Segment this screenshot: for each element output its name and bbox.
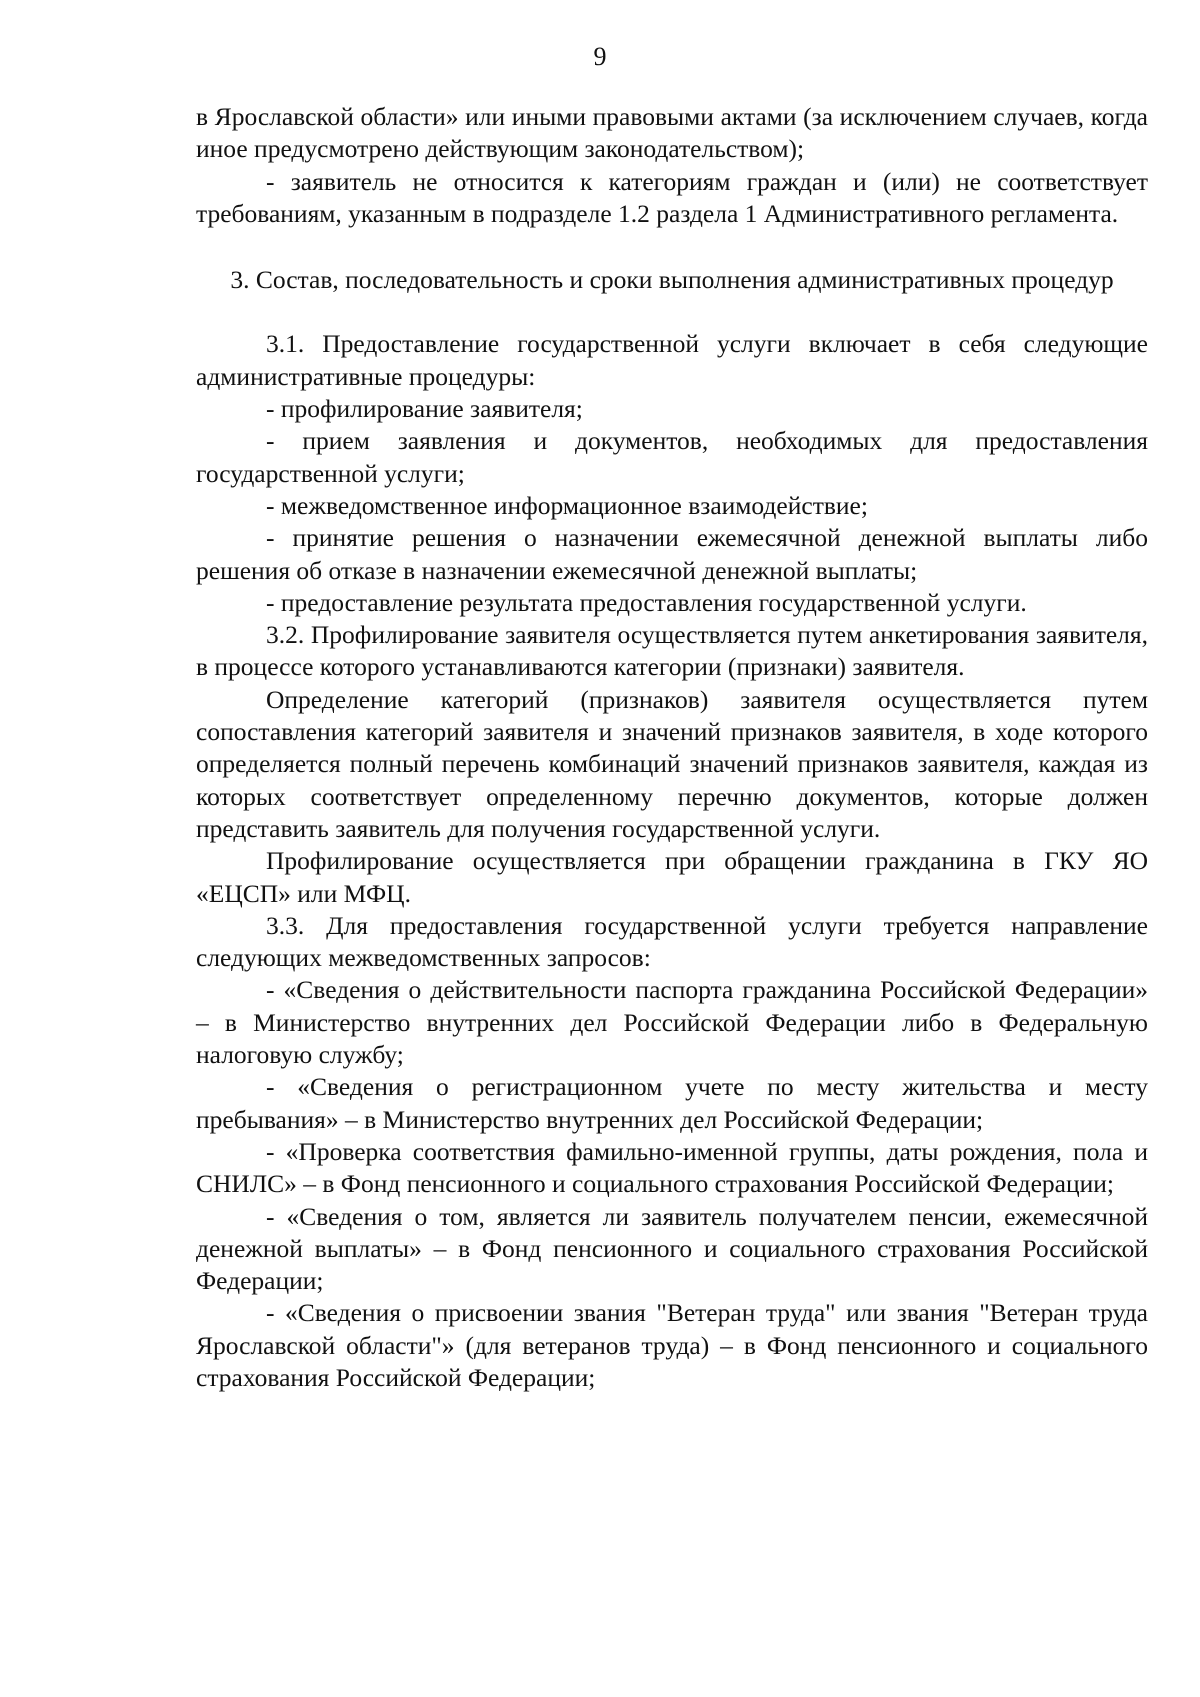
list-item: - межведомственное информационное взаимодействие;	[266, 490, 868, 520]
list-item: - профилирование заявителя;	[266, 394, 583, 424]
list-item: - «Сведения о регистрационном учете по месту жительства и месту пребывания» – в Министерство внутренних дел Российской Федерации;	[196, 1072, 1148, 1134]
paragraph: 3.2. Профилирование заявителя осуществляется путем анкетирования заявителя, в процессе которого устанавливаются категории (признаки) заявителя.	[196, 620, 1148, 682]
section-heading: 3. Состав, последовательность и сроки выполнения административных процедур	[230, 265, 1114, 295]
list-item: - заявитель не относится к категориям граждан и (или) не соответствует требованиям, указанным в подразделе 1.2 раздела 1 Административного регламента.	[196, 166, 1148, 228]
paragraph: Определение категорий (признаков) заявителя осуществляется путем сопоставления категорий заявителя и значений признаков заявителя, в ходе которого определяется полный перечень комбинаций значений признаков заявителя, каждая из которых соответствует определенному перечню документов, которые должен представить заявитель для получения государственной услуги.	[196, 684, 1148, 843]
list-item: - «Сведения о действительности паспорта гражданина Российской Федерации» – в Министерство внутренних дел Российской Федерации либо в Федеральную налоговую службу;	[196, 975, 1148, 1070]
list-item: - принятие решения о назначении ежемесячной денежной выплаты либо решения об отказе в назначении ежемесячной денежной выплаты;	[196, 523, 1148, 585]
paragraph: 3.1. Предоставление государственной услуги включает в себя следующие административные процедуры:	[196, 329, 1148, 391]
list-item: - прием заявления и документов, необходимых для предоставления государственной услуги;	[196, 426, 1148, 488]
paragraph: 3.3. Для предоставления государственной услуги требуется направление следующих межведомственных запросов:	[196, 910, 1148, 973]
paragraph: Профилирование осуществляется при обращении гражданина в ГКУ ЯО «ЕЦСП» или МФЦ.	[196, 846, 1148, 908]
list-item: - «Сведения о присвоении звания "Ветеран труда" или звания "Ветеран труда Ярославской области"» (для ветеранов труда) – в Фонд пенсионного и социального страхования Российской Федерации;	[196, 1298, 1148, 1392]
list-item: - «Сведения о том, является ли заявитель получателем пенсии, ежемесячной денежной выплаты» – в Фонд пенсионного и социального страхования Российской Федерации;	[196, 1201, 1148, 1296]
page-number: 9	[593, 42, 607, 71]
paragraph: в Ярославской области» или иными правовыми актами (за исключением случаев, когда иное предусмотрено действующим законодательством);	[196, 102, 1148, 164]
list-item: - предоставление результата предоставления государственной услуги.	[266, 587, 1027, 617]
list-item: - «Проверка соответствия фамильно-именной группы, даты рождения, пола и СНИЛС» – в Фонд пенсионного и социального страхования Российской Федерации;	[196, 1136, 1148, 1199]
document-body	[196, 101, 1148, 1394]
